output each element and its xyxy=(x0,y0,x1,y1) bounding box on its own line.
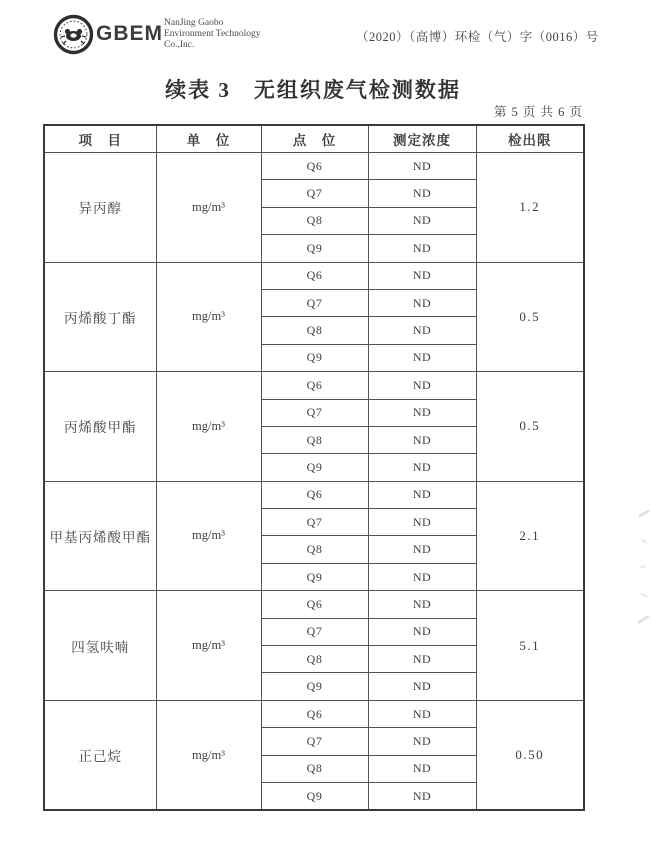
point-cell: Q6 xyxy=(261,372,368,399)
concentration-cell: ND xyxy=(368,755,476,782)
unit-cell: mg/m³ xyxy=(156,591,261,701)
point-cell: Q6 xyxy=(261,591,368,618)
point-cell: Q7 xyxy=(261,509,368,536)
table-row xyxy=(44,591,584,618)
point-cell: Q6 xyxy=(261,153,368,180)
item-cell: 甲基丙烯酸甲酯 xyxy=(44,481,156,591)
concentration-cell: ND xyxy=(368,344,476,371)
point-cell: Q7 xyxy=(261,399,368,426)
item-cell: 丙烯酸丁酯 xyxy=(44,262,156,372)
detection-limit-cell: 5.1 xyxy=(476,591,584,701)
point-cell: Q9 xyxy=(261,673,368,700)
unit-cell: mg/m³ xyxy=(156,481,261,591)
concentration-cell: ND xyxy=(368,262,476,289)
col-header-concentration: 测定浓度 xyxy=(368,125,476,153)
concentration-cell: ND xyxy=(368,454,476,481)
point-cell: Q7 xyxy=(261,618,368,645)
table-row xyxy=(44,700,584,727)
concentration-cell: ND xyxy=(368,646,476,673)
concentration-cell: ND xyxy=(368,399,476,426)
concentration-cell: ND xyxy=(368,180,476,207)
concentration-cell: ND xyxy=(368,782,476,810)
detection-data-table-wrap xyxy=(43,124,583,811)
scan-artifact xyxy=(637,615,650,624)
table-row xyxy=(44,481,584,508)
scan-artifact xyxy=(638,509,650,517)
scan-artifact xyxy=(639,565,646,569)
table-row xyxy=(44,372,584,399)
concentration-cell: ND xyxy=(368,509,476,536)
col-header-unit: 单 位 xyxy=(156,125,261,153)
point-cell: Q9 xyxy=(261,454,368,481)
detection-data-table xyxy=(43,124,585,811)
concentration-cell: ND xyxy=(368,317,476,344)
report-number: （2020）（高博）环检（气）字（0016）号 xyxy=(356,30,599,44)
point-cell: Q8 xyxy=(261,536,368,563)
item-cell: 丙烯酸甲酯 xyxy=(44,372,156,482)
point-cell: Q8 xyxy=(261,646,368,673)
company-name xyxy=(164,18,261,51)
point-cell: Q7 xyxy=(261,289,368,316)
scan-artifact xyxy=(641,538,647,543)
concentration-cell: ND xyxy=(368,536,476,563)
item-cell: 正己烷 xyxy=(44,700,156,810)
concentration-cell: ND xyxy=(368,563,476,590)
col-header-item: 项 目 xyxy=(44,125,156,153)
concentration-cell: ND xyxy=(368,673,476,700)
page-number: 第 5 页 共 6 页 xyxy=(493,105,583,119)
point-cell: Q9 xyxy=(261,344,368,371)
gbem-logo-icon xyxy=(53,14,94,55)
detection-limit-cell: 0.5 xyxy=(476,262,584,372)
point-cell: Q6 xyxy=(261,700,368,727)
point-cell: Q8 xyxy=(261,426,368,453)
scan-artifact xyxy=(640,592,648,597)
item-cell: 四氢呋喃 xyxy=(44,591,156,701)
concentration-cell: ND xyxy=(368,372,476,399)
detection-limit-cell: 2.1 xyxy=(476,481,584,591)
col-header-detection-limit: 检出限 xyxy=(476,125,584,153)
table-row xyxy=(44,262,584,289)
company-line-2: Environment Technology xyxy=(164,29,261,39)
item-cell: 异丙醇 xyxy=(44,153,156,263)
letterhead xyxy=(0,0,652,70)
brand-wordmark: GBEM xyxy=(96,22,163,45)
unit-cell: mg/m³ xyxy=(156,372,261,482)
point-cell: Q6 xyxy=(261,481,368,508)
concentration-cell: ND xyxy=(368,700,476,727)
unit-cell: mg/m³ xyxy=(156,153,261,263)
concentration-cell: ND xyxy=(368,426,476,453)
company-line-3: Co.,Inc. xyxy=(164,40,195,50)
point-cell: Q8 xyxy=(261,317,368,344)
unit-cell: mg/m³ xyxy=(156,700,261,810)
point-cell: Q6 xyxy=(261,262,368,289)
point-cell: Q8 xyxy=(261,207,368,234)
point-cell: Q9 xyxy=(261,782,368,810)
concentration-cell: ND xyxy=(368,289,476,316)
company-line-1: NanJing Gaobo xyxy=(164,18,224,28)
table-row xyxy=(44,153,584,180)
detection-limit-cell: 0.5 xyxy=(476,372,584,482)
table-header-row xyxy=(44,125,584,153)
concentration-cell: ND xyxy=(368,207,476,234)
point-cell: Q7 xyxy=(261,180,368,207)
concentration-cell: ND xyxy=(368,591,476,618)
point-cell: Q9 xyxy=(261,563,368,590)
concentration-cell: ND xyxy=(368,235,476,262)
point-cell: Q8 xyxy=(261,755,368,782)
concentration-cell: ND xyxy=(368,728,476,755)
concentration-cell: ND xyxy=(368,481,476,508)
detection-limit-cell: 0.50 xyxy=(476,700,584,810)
concentration-cell: ND xyxy=(368,153,476,180)
detection-limit-cell: 1.2 xyxy=(476,153,584,263)
unit-cell: mg/m³ xyxy=(156,262,261,372)
col-header-point: 点 位 xyxy=(261,125,368,153)
point-cell: Q7 xyxy=(261,728,368,755)
document-title: 续表 3 无组织废气检测数据 xyxy=(165,78,461,102)
concentration-cell: ND xyxy=(368,618,476,645)
point-cell: Q9 xyxy=(261,235,368,262)
